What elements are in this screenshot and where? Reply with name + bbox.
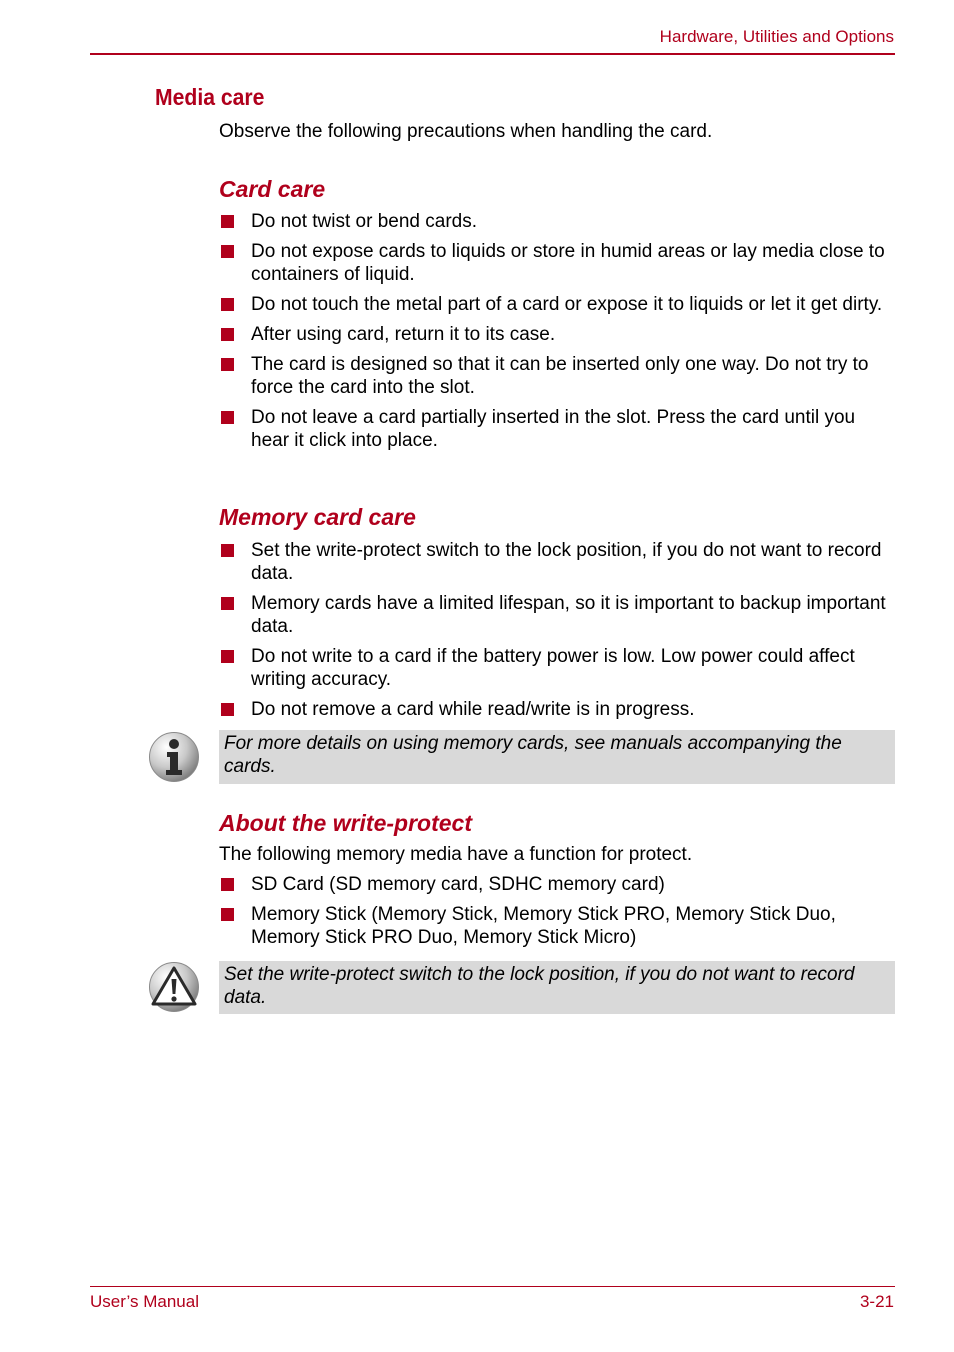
- list-item: Do not remove a card while read/write is in progress.: [219, 698, 895, 721]
- list-item: Do not leave a card partially inserted in the slot. Press the card until you hear it click into place.: [219, 406, 895, 452]
- note-box: For more details on using memory cards, see manuals accompanying the cards.: [219, 730, 895, 784]
- list-item: Do not touch the metal part of a card or expose it to liquids or let it get dirty.: [219, 293, 895, 316]
- subhead-write-protect: About the write-protect: [219, 810, 472, 836]
- bullet-square-icon: [221, 411, 234, 424]
- card-care-list: [219, 210, 895, 459]
- bullet-square-icon: [221, 544, 234, 557]
- caution-box: Set the write-protect switch to the lock position, if you do not want to record data.: [219, 961, 895, 1014]
- bullet-square-icon: [221, 215, 234, 228]
- footer-manual-title: User’s Manual: [90, 1292, 199, 1311]
- bullet-square-icon: [221, 703, 234, 716]
- list-item: Do not write to a card if the battery power is low. Low power could affect writing accuracy.: [219, 645, 895, 691]
- list-item: Memory Stick (Memory Stick, Memory Stick PRO, Memory Stick Duo, Memory Stick PRO Duo, Memory Stick Micro): [219, 903, 895, 949]
- bullet-square-icon: [221, 908, 234, 921]
- subhead-card-care: Card care: [219, 176, 326, 202]
- footer-rule: [90, 1286, 895, 1287]
- subhead-memory-card-care: Memory card care: [219, 504, 416, 530]
- list-item: Do not twist or bend cards.: [219, 210, 895, 233]
- warning-icon: [148, 961, 200, 1013]
- bullet-square-icon: [221, 245, 234, 258]
- list-item: After using card, return it to its case.: [219, 323, 895, 346]
- media-care-intro: Observe the following precautions when handling the card.: [219, 121, 713, 142]
- memory-card-care-list: [219, 539, 895, 728]
- running-header: Hardware, Utilities and Options: [659, 27, 894, 46]
- list-item: Set the write-protect switch to the lock position, if you do not want to record data.: [219, 539, 895, 585]
- header-rule: [90, 53, 895, 55]
- list-item: SD Card (SD memory card, SDHC memory card): [219, 873, 895, 896]
- bullet-square-icon: [221, 358, 234, 371]
- bullet-square-icon: [221, 878, 234, 891]
- write-protect-intro: The following memory media have a function for protect.: [219, 844, 693, 865]
- bullet-square-icon: [221, 328, 234, 341]
- list-item: Memory cards have a limited lifespan, so it is important to backup important data.: [219, 592, 895, 638]
- bullet-square-icon: [221, 597, 234, 610]
- bullet-square-icon: [221, 650, 234, 663]
- section-title-media-care: Media care: [155, 84, 265, 110]
- list-item: Do not expose cards to liquids or store in humid areas or lay media close to containers of liquid.: [219, 240, 895, 286]
- bullet-square-icon: [221, 298, 234, 311]
- write-protect-list: [219, 873, 895, 956]
- info-icon: [148, 731, 200, 783]
- list-item: The card is designed so that it can be inserted only one way. Do not try to force the card into the slot.: [219, 353, 895, 399]
- page-number: 3-21: [859, 1292, 894, 1311]
